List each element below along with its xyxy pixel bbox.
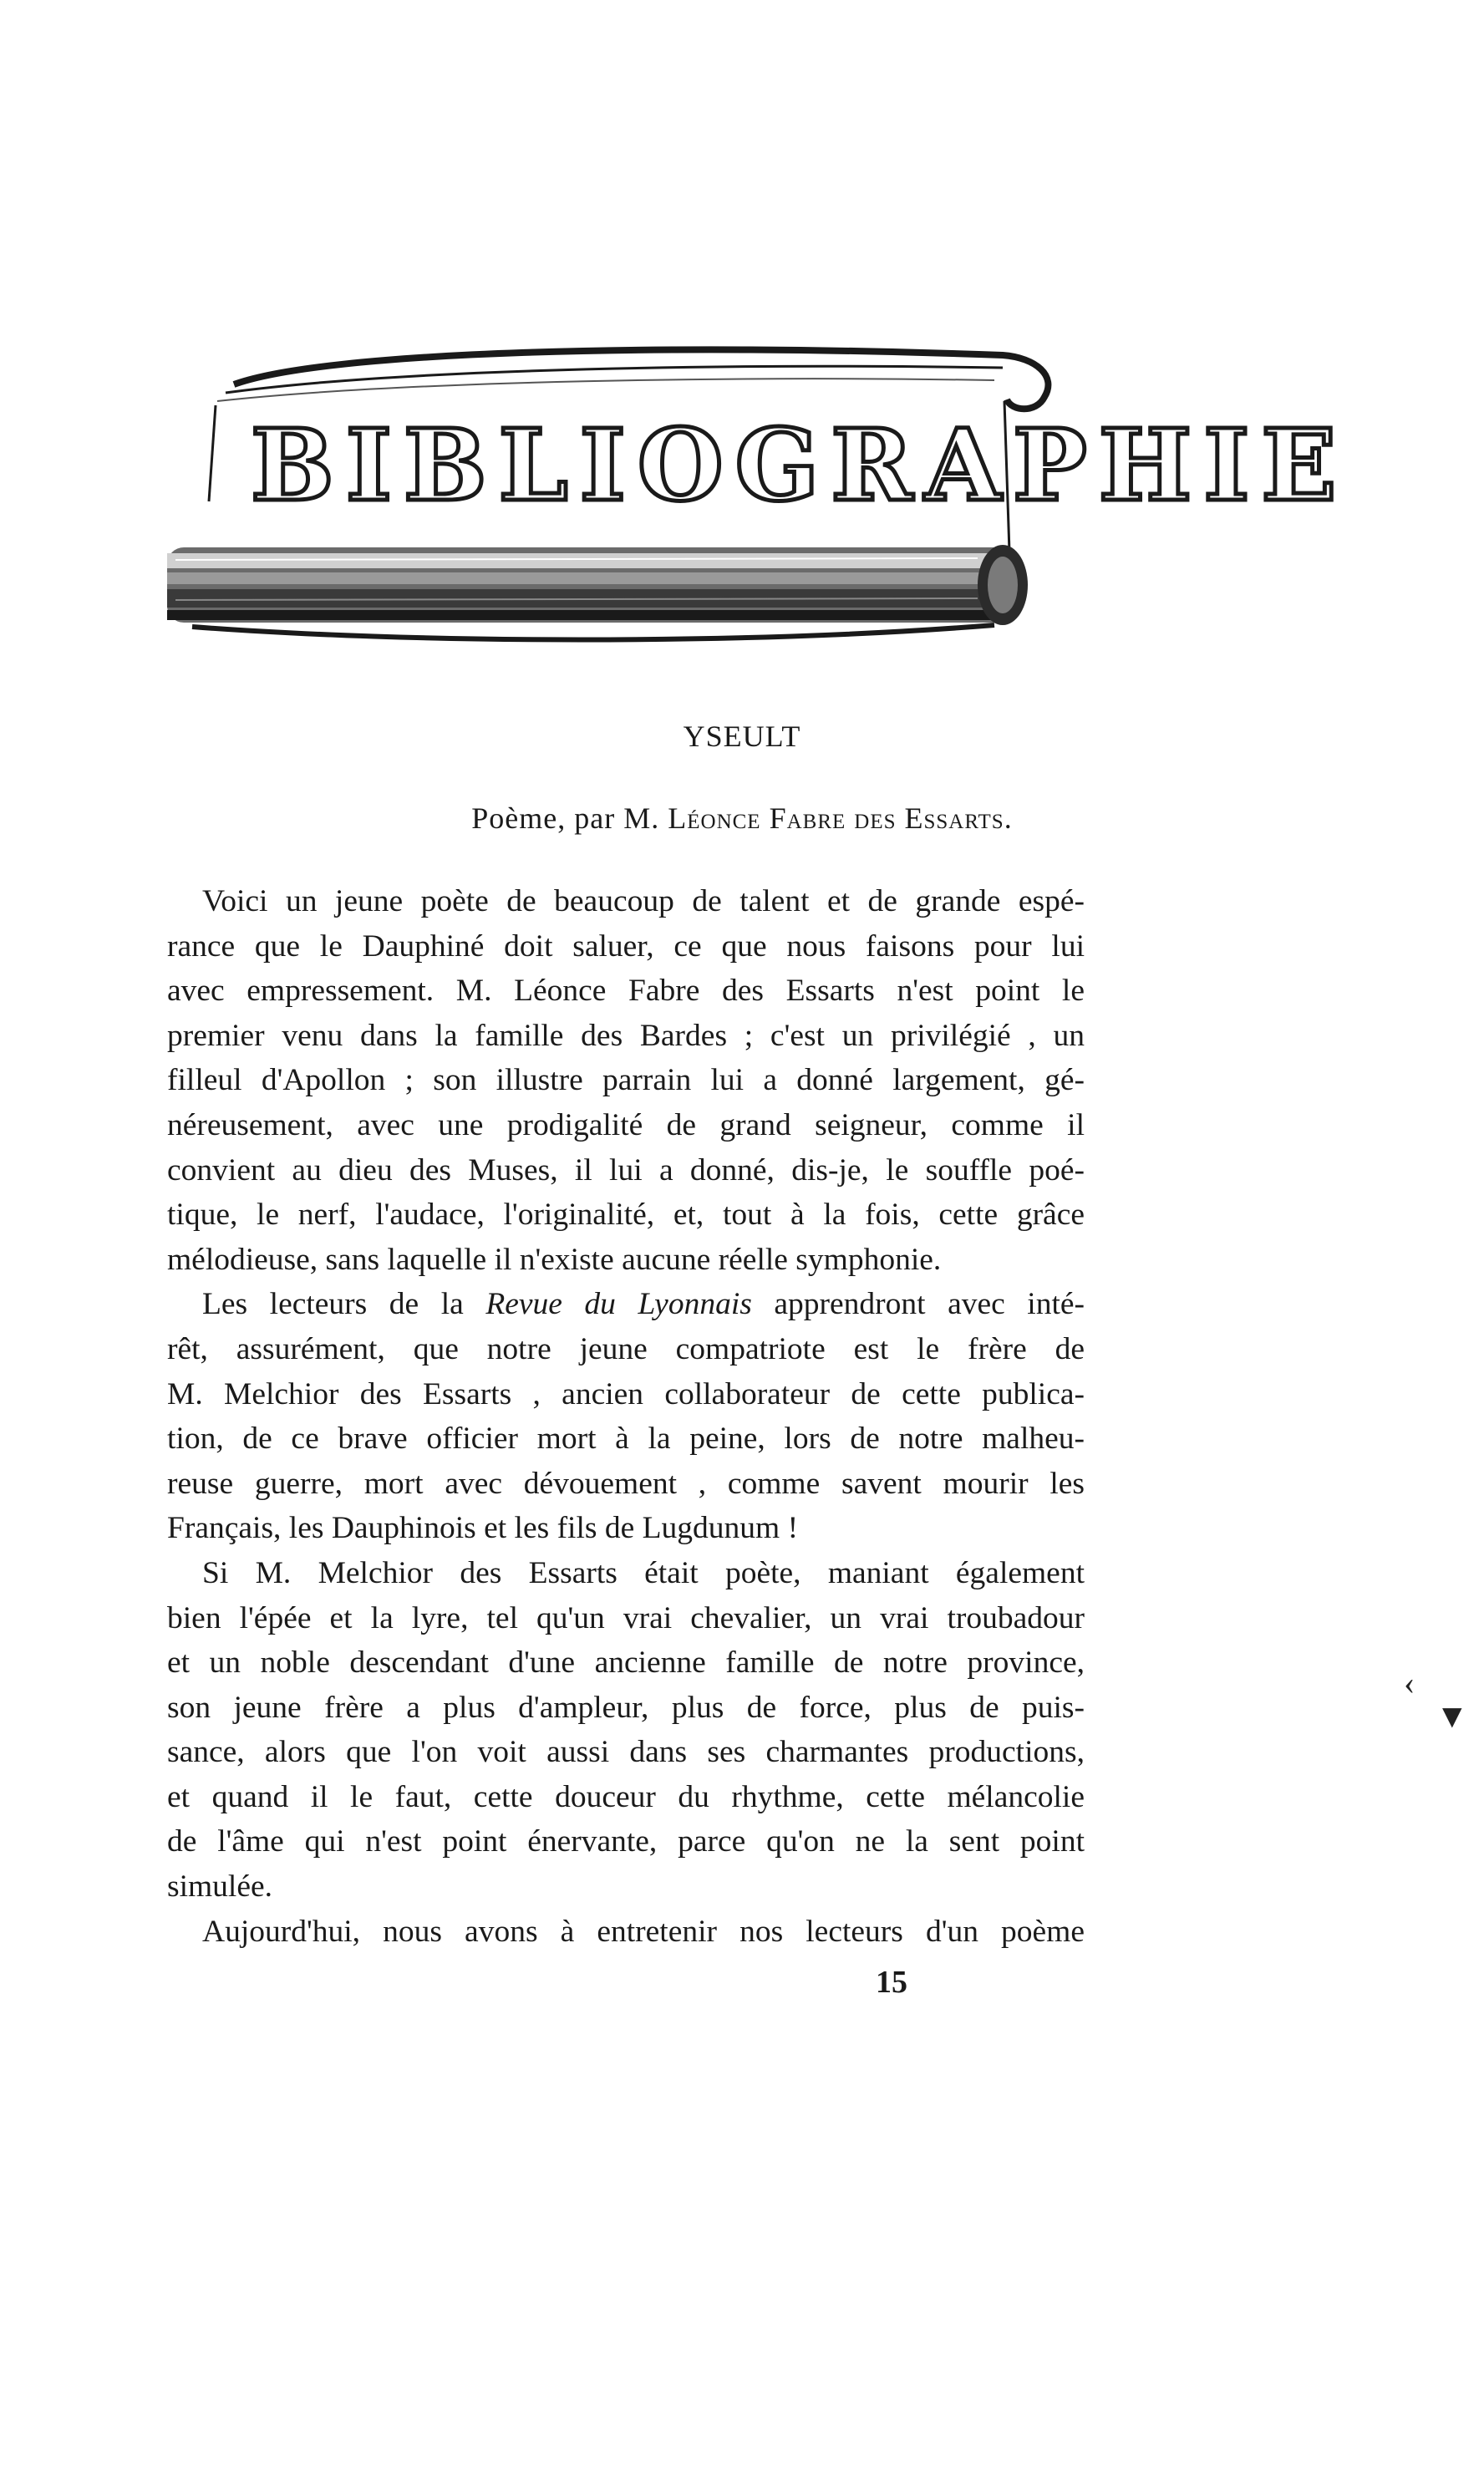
paragraph-1 — [167, 879, 1085, 1282]
journal-title: Revue du Lyonnais — [485, 1287, 752, 1322]
margin-mark-icon: ▼ — [1436, 1697, 1469, 1735]
text-line: rance que le Dauphiné doit saluer, ce que nous faisons pour lui — [167, 928, 1085, 964]
section-title-bibliographie: BIBLIOGRAPHIE — [251, 407, 1349, 523]
text-line: convient au dieu des Muses, il lui a donné, dis-je, le souffle poé- — [167, 1152, 1085, 1188]
text-line: Voici un jeune poète de beaucoup de talent et de grande espé- — [202, 884, 1085, 918]
text-line: tion, de ce brave officier mort à la peine, lors de notre malheu- — [167, 1422, 1085, 1457]
paragraph-2 — [167, 1282, 1085, 1551]
text-line: avec empressement. M. Léonce Fabre des Essarts n'est point le — [167, 974, 1085, 1009]
text-fragment: Les lecteurs de la — [202, 1287, 464, 1322]
margin-mark-icon: ‹ — [1404, 1664, 1415, 1701]
text-line: tique, le nerf, l'audace, l'originalité, et, tout à la fois, cette grâce — [167, 1198, 1085, 1233]
article-body — [167, 879, 1085, 1954]
text-line: M. Melchior des Essarts , ancien collaborateur de cette publica- — [167, 1376, 1085, 1411]
text-line: sance, alors que l'on voit aussi dans ses charmantes productions, — [167, 1735, 1085, 1770]
subtitle-prefix: Poème, par M. — [471, 801, 660, 835]
text-line: simulée. — [167, 1869, 273, 1905]
text-line: son jeune frère a plus d'ampleur, plus de force, plus de puis- — [167, 1690, 1085, 1725]
text-line: de l'âme qui n'est point énervante, parce qu'on ne la sent point — [167, 1824, 1085, 1859]
text-line: mélodieuse, sans laquelle il n'existe aucune réelle symphonie. — [167, 1242, 942, 1277]
text-line: et un noble descendant d'une ancienne famille de notre province, — [167, 1645, 1085, 1681]
text-line: néreusement, avec une prodigalité de grand seigneur, comme il — [167, 1107, 1085, 1142]
text-line: Si M. Melchior des Essarts était poète, maniant également — [202, 1555, 1085, 1590]
text-line: filleul d'Apollon ; son illustre parrain lui a donné largement, gé- — [167, 1063, 1085, 1098]
text-line: premier venu dans la famille des Bardes ; c'est un privilégié , un — [167, 1018, 1085, 1053]
text-line — [167, 1282, 1085, 1327]
text-line: bien l'épée et la lyre, tel qu'un vrai chevalier, un vrai troubadour — [167, 1600, 1085, 1635]
text-line: et quand il le faut, cette douceur du rhythme, cette mélancolie — [167, 1779, 1085, 1814]
text-line: Français, les Dauphinois et les fils de Lugdunum ! — [167, 1511, 799, 1546]
paragraph-4 — [167, 1910, 1085, 1955]
article-title: YSEULT — [683, 720, 801, 753]
paragraph-3 — [167, 1551, 1085, 1910]
text-line: Aujourd'hui, nous avons à entretenir nos lecteurs d'un poème — [202, 1914, 1085, 1949]
article-subtitle — [0, 801, 1484, 836]
page-number: 15 — [876, 1965, 907, 2000]
text-line: rêt, assurément, que notre jeune compatriote est le frère de — [167, 1331, 1085, 1366]
text-line: reuse guerre, mort avec dévouement , comme savent mourir les — [167, 1466, 1085, 1501]
subtitle-author: Léonce Fabre des Essarts. — [668, 801, 1013, 835]
text-fragment: apprendront avec inté- — [774, 1287, 1085, 1322]
